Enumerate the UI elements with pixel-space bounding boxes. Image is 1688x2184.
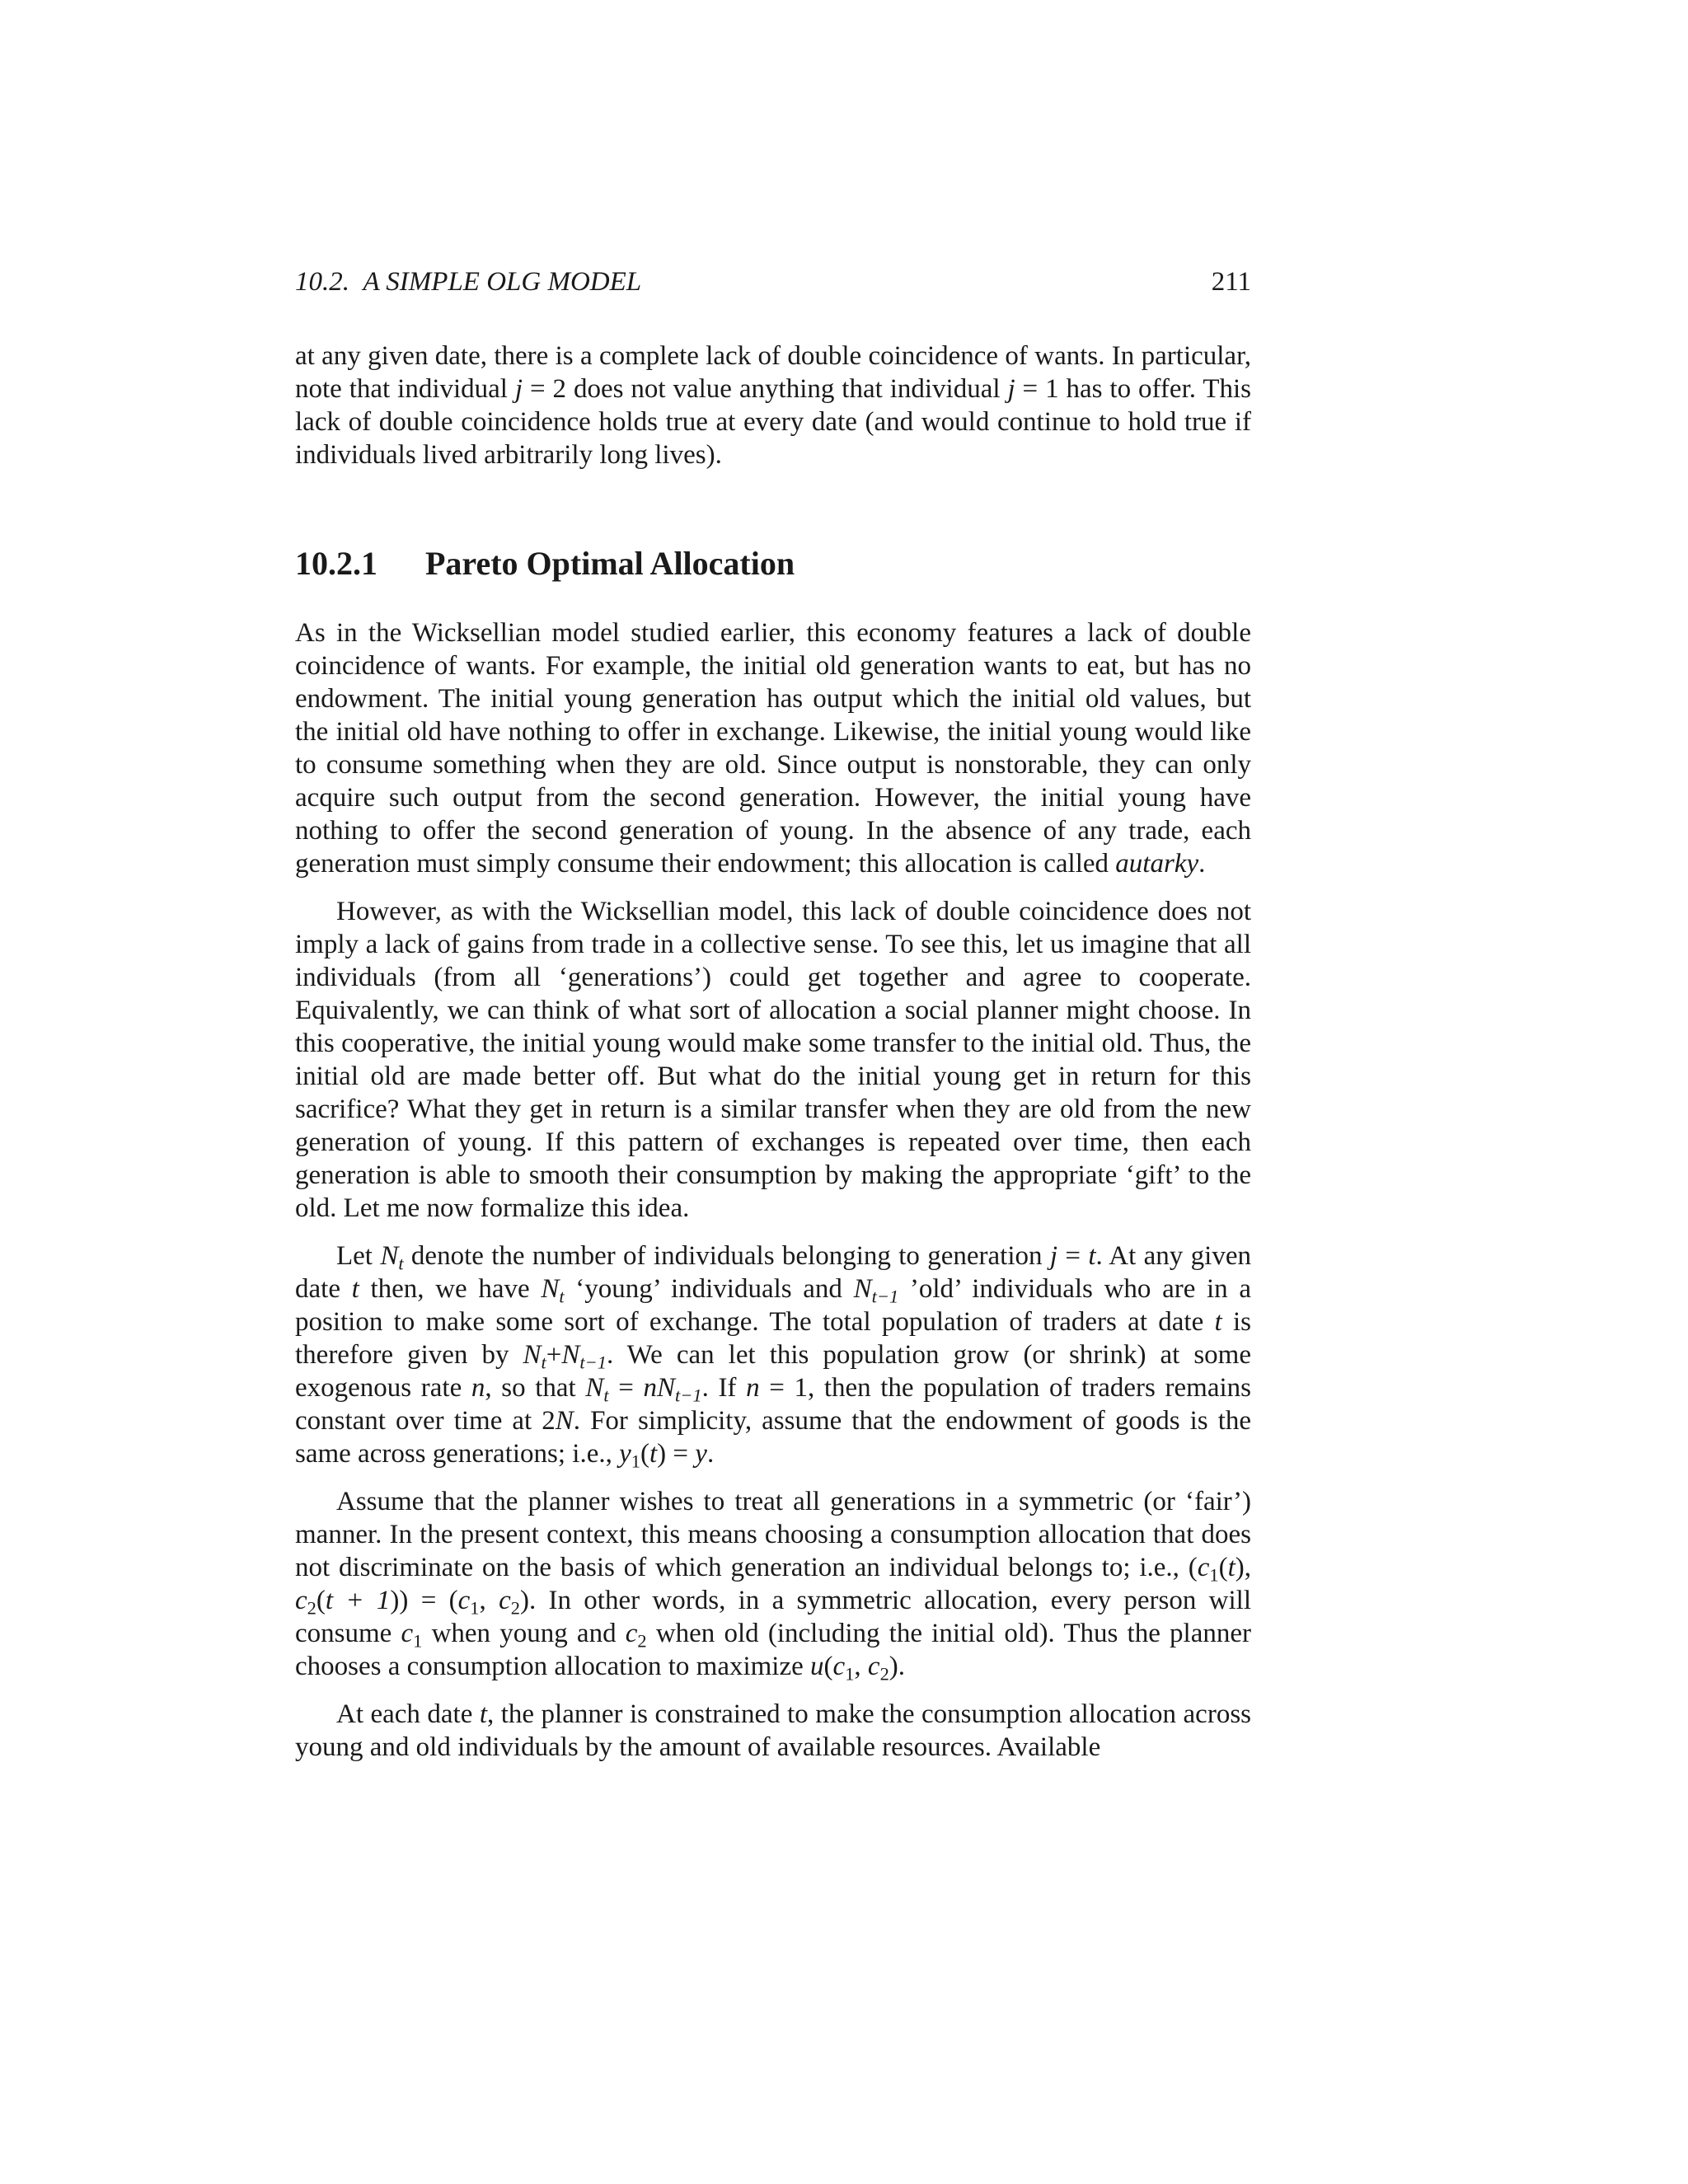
paragraph-3: Let $N_t$ denote the number of individuals belonging to generation j = t. At any given date t then, we have $N_t$ ‘young’ individuals and $N_{t-1}$ ’old’ individuals who are in a position to make some sort of exchange. The total population of traders at date t is therefore given by $N_t+N_{t-1}$. We can let this population grow (or shrink) at some exogenous rate n, so that $N_t = nN_{t-1}$. If n = 1, then the population of traders remains constant over time at 2N. For simplicity, assume that the endowment of goods is the same across generations; i.e., $y_1(t) = y$. (295, 1241, 1252, 1472)
paragraph-0: at any given date, there is a complete lack of double coincidence of wants. In particular, note that individual j = 2 does not value anything that individual j = 1 has to offer. This lack of double coincidence holds true at every date (and would continue to hold true if individuals lived arbitrarily long lives). (295, 341, 1251, 470)
page-number: 211 (1211, 267, 1251, 297)
section-heading (295, 541, 1251, 587)
section-body (295, 616, 1251, 1764)
running-head-title: 10.2. A SIMPLE OLG MODEL (295, 267, 642, 297)
section-number: 10.2.1 (295, 545, 377, 582)
running-head (295, 262, 1251, 302)
paragraph-5: At each date t, the planner is constrained to make the consumption allocation across young and old individuals by the amount of available resources. Available (295, 1699, 1251, 1762)
paragraph-2: However, as with the Wicksellian model, this lack of double coincidence does not imply a lack of gains from trade in a collective sense. To see this, let us imagine that all individuals (from all ‘generations’) could get together and agree to cooperate. Equivalently, we can think of what sort of allocation a social planner might choose. In this cooperative, the initial young would make some transfer to the initial old. Thus, the initial old are made better off. But what do the initial young get in return for this sacrifice? What they get in return is a similar transfer when they are old from the new generation of young. If this pattern of exchanges is repeated over time, then each generation is able to smooth their consumption by making the appropriate ‘gift’ to the old. Let me now formalize this idea. (295, 897, 1251, 1223)
opening-paragraph-block (295, 340, 1251, 471)
paragraph-1: As in the Wicksellian model studied earlier, this economy features a lack of double coincidence of wants. For example, the initial old generation wants to eat, but has no endowment. The initial young generation has output which the initial old values, but the initial old have nothing to offer in exchange. Likewise, the initial young would like to consume something when they are old. Since output is nonstorable, they can only acquire such output from the second generation. However, the initial young have nothing to offer the second generation of young. In the absence of any trade, each generation must simply consume their endowment; this allocation is called autarky. (295, 618, 1251, 879)
section-title: Pareto Optimal Allocation (425, 545, 795, 582)
paragraph-4: Assume that the planner wishes to treat all generations in a symmetric (or ‘fair’) manner. In the present context, this means choosing a consumption allocation that does not discriminate on the basis of which generation an individual belongs to; i.e., ($c_1(t)$, $c_2(t + 1)) = (c_1$, $c_2$). In other words, in a symmetric allocation, every person will consume $c_1$ when young and $c_2$ when old (including the initial old). Thus the planner chooses a consumption allocation to maximize $u(c_1$, $c_2$). (295, 1487, 1251, 1685)
